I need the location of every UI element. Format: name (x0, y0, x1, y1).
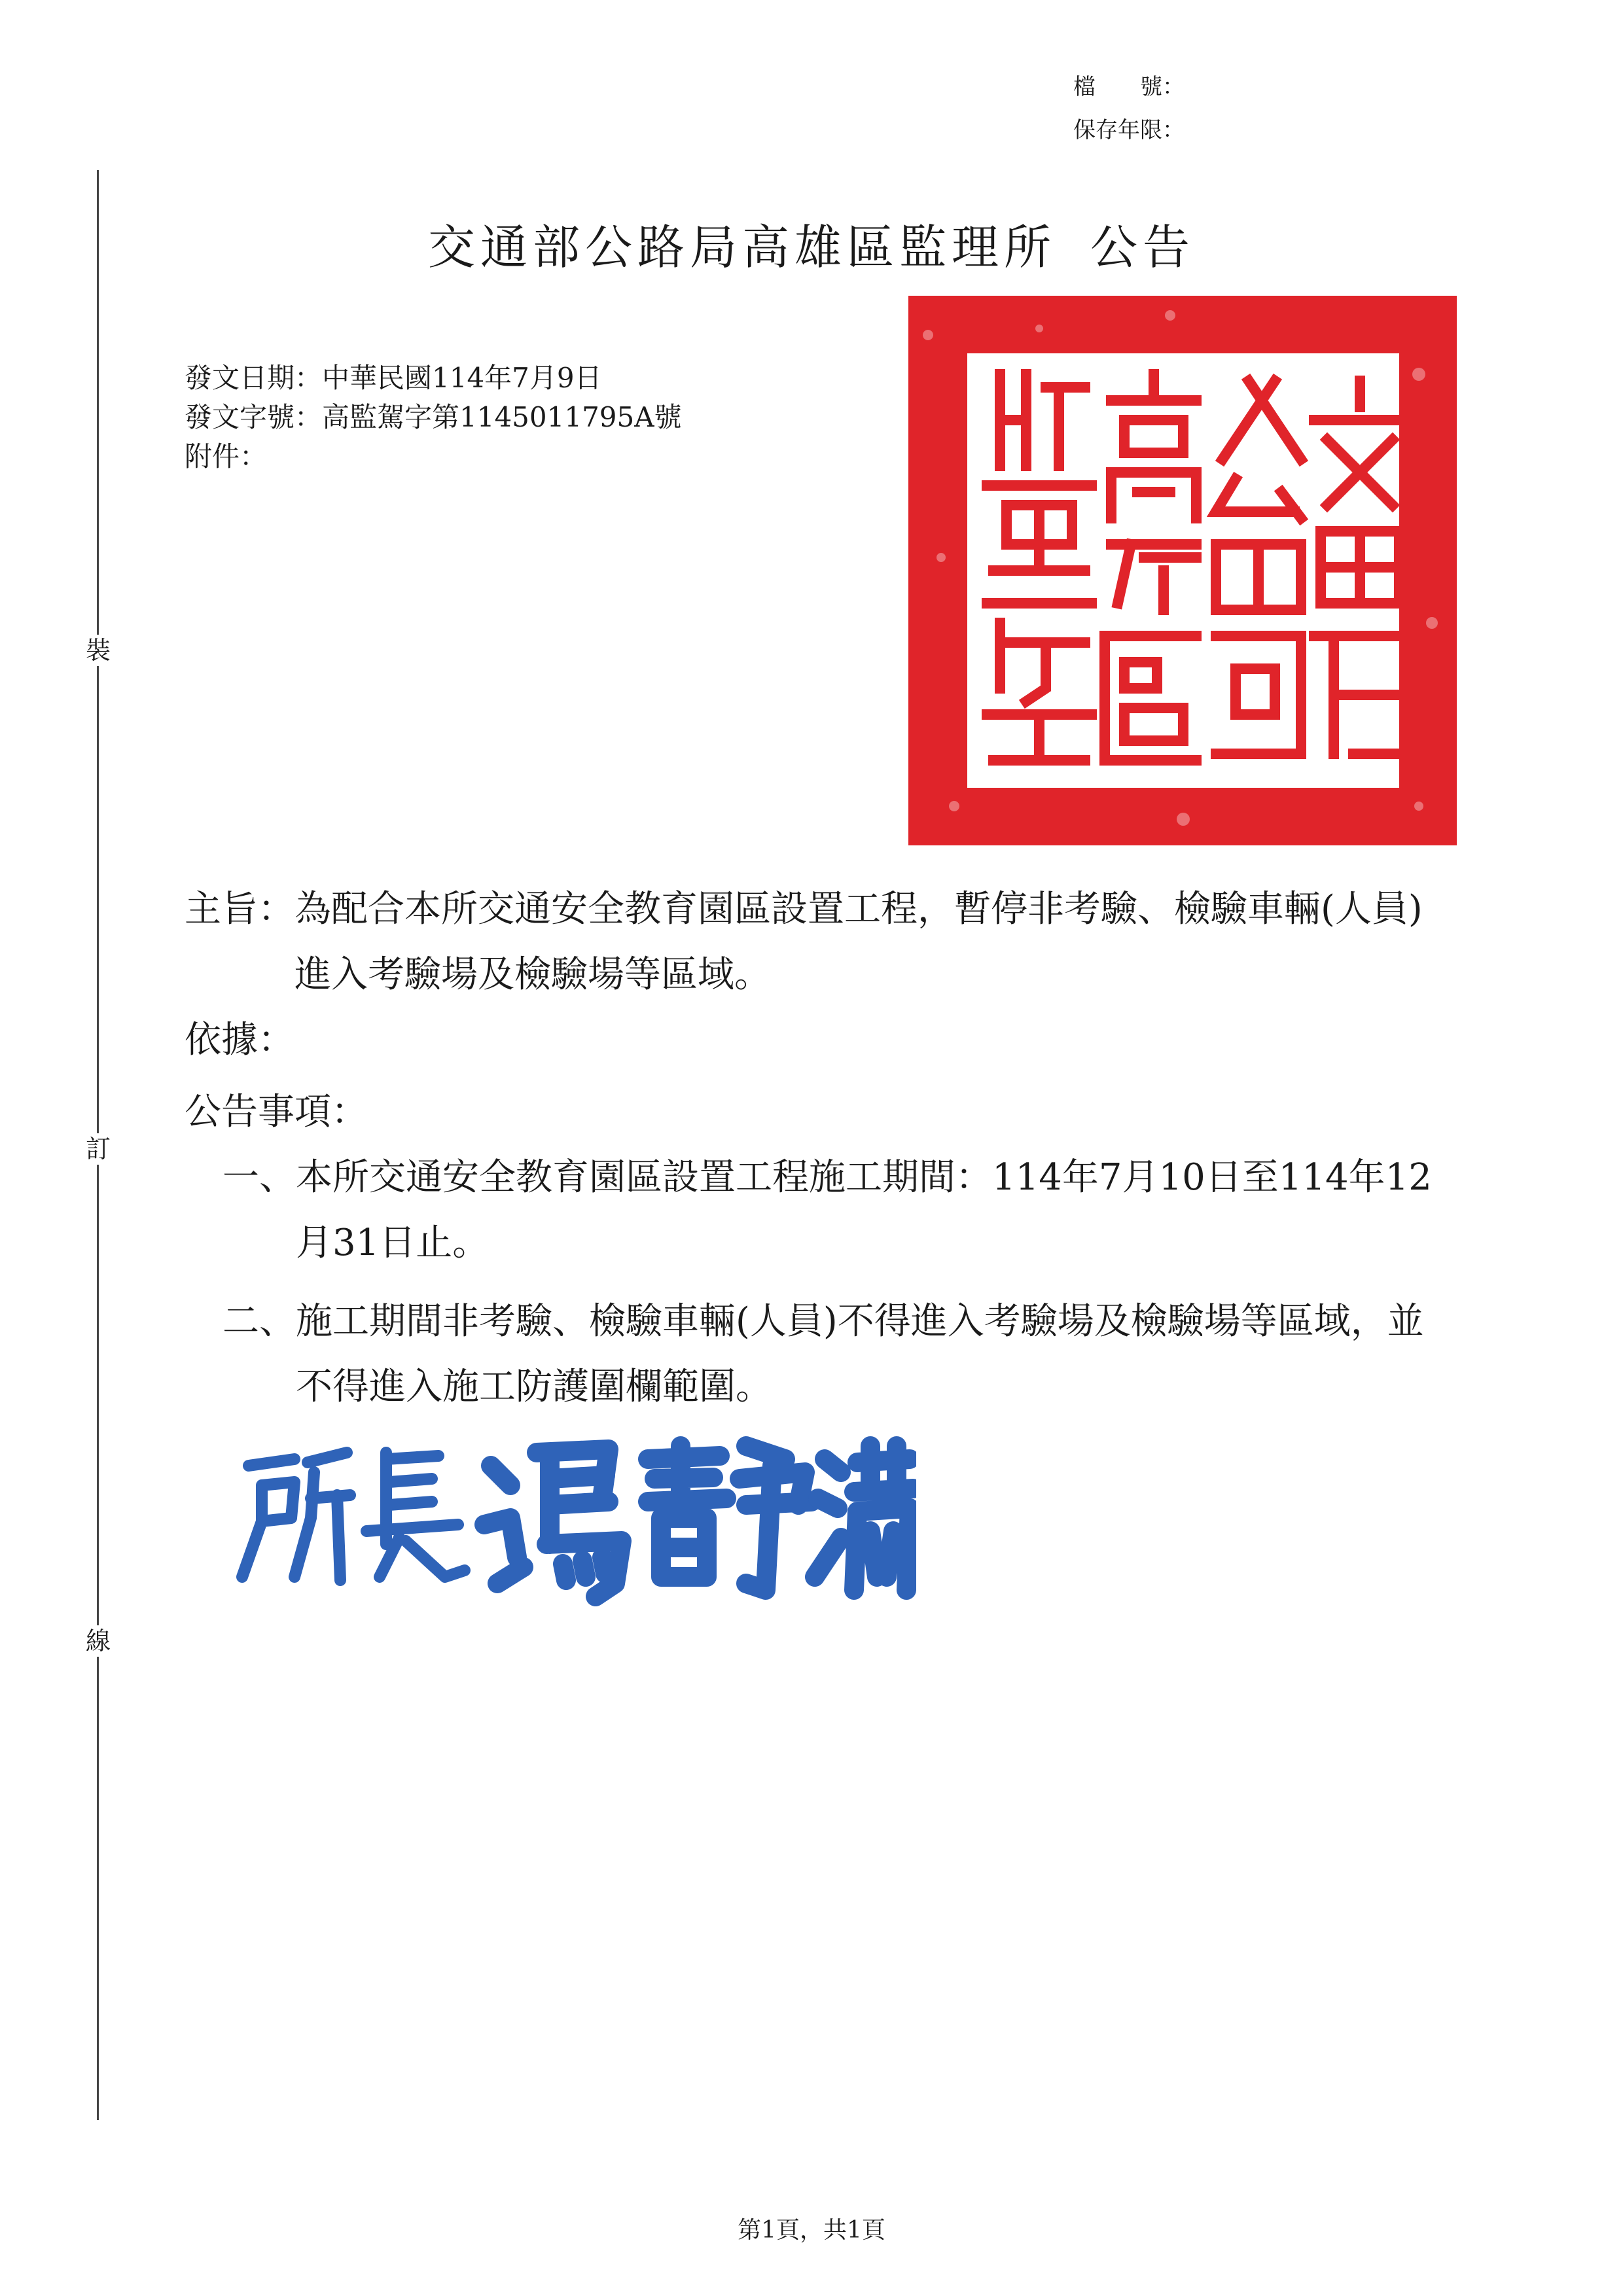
signature-char (484, 1449, 622, 1597)
signature-char (815, 1446, 913, 1590)
director-signature-stamp (223, 1426, 916, 1610)
retention-label: 保存年限： (1073, 117, 1185, 143)
signature-char (366, 1453, 465, 1577)
list-item (223, 1145, 1446, 1276)
issue-date-row (185, 359, 682, 398)
items-heading (185, 1080, 368, 1145)
reference-row (185, 398, 682, 437)
signature-char (648, 1446, 812, 1590)
reference-value: 高監駕字第1145011795A號 (322, 401, 682, 433)
binding-char-ding: 訂 (82, 1133, 114, 1165)
basis-label: 依據： (185, 1019, 294, 1061)
file-number-label: 檔 號： (1073, 74, 1185, 100)
subject-text: 為配合本所交通安全教育園區設置工程，暫停非考驗、檢驗車輛(人員)進入考驗場及檢驗場等區域。 (294, 888, 1423, 996)
announcement-items (223, 1145, 1446, 1420)
reference-label: 發文字號： (185, 401, 323, 433)
items-label: 公告事項： (185, 1091, 368, 1133)
subject-section (185, 877, 1446, 1008)
list-item (223, 1289, 1446, 1420)
binding-char-zhuang: 裝 (82, 635, 114, 666)
attachment-row (185, 437, 682, 476)
file-info (1073, 65, 1185, 152)
item-number: 二、 (223, 1300, 296, 1343)
agency-name: 交通部公路局高雄區監理所 (427, 220, 1056, 275)
subject-label: 主旨： (185, 888, 294, 930)
attachment-label: 附件： (185, 440, 268, 472)
document-meta (185, 359, 682, 476)
binding-char-xian: 線 (82, 1625, 114, 1657)
signature-char (242, 1453, 350, 1580)
document-type: 公告 (1090, 220, 1196, 275)
item-number: 一、 (223, 1156, 296, 1199)
official-seal (908, 296, 1457, 845)
basis-section (185, 1008, 294, 1073)
issue-date-value: 中華民國114年7月9日 (322, 362, 602, 394)
item-text: 施工期間非考驗、檢驗車輛(人員)不得進入考驗場及檢驗場等區域，並不得進入施工防護圍欄範圍。 (296, 1300, 1424, 1408)
issue-date-label: 發文日期： (185, 362, 323, 394)
item-text: 本所交通安全教育園區設置工程施工期間：114年7月10日至114年12月31日止。 (296, 1156, 1432, 1264)
document-title (0, 209, 1623, 277)
page-number: 第1頁，共1頁 (738, 2217, 885, 2244)
